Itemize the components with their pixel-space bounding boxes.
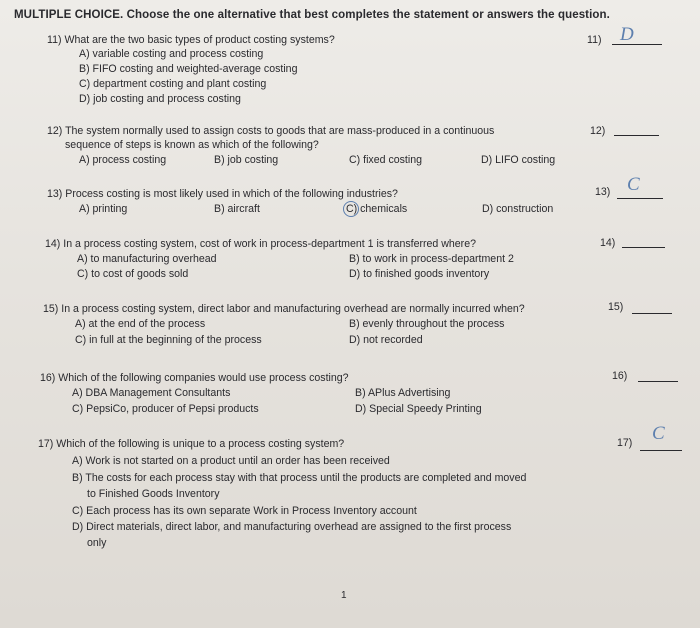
option-b: B) to work in process-department 2 [349,253,514,265]
option-a: A) process costing [79,154,167,166]
section-header: MULTIPLE CHOICE. Choose the one alternative that best completes the statement or answers the question. [14,9,610,21]
question-number: 13) [595,186,611,198]
page-number: 1 [341,590,347,601]
question-number: 14) [600,237,616,249]
answer-blank [632,313,672,314]
option-c: C) PepsiCo, producer of Pepsi products [72,403,259,415]
option-b: B) evenly throughout the process [349,318,505,330]
option-c: C) fixed costing [349,154,423,166]
option-b-cont: to Finished Goods Inventory [87,488,220,500]
question-stem: 17) Which of the following is unique to a process costing system? [38,438,345,450]
option-c: C) to cost of goods sold [77,268,189,280]
option-a: A) DBA Management Consultants [72,387,231,399]
option-a: A) printing [79,203,128,215]
option-a: A) Work is not started on a product until an order has been received [72,455,390,467]
question-number: 15) [608,301,624,313]
option-d: D) LIFO costing [481,154,556,166]
question-number: 17) [617,437,633,449]
option-a: A) to manufacturing overhead [77,253,217,265]
option-c: C) Each process has its own separate Work in Process Inventory account [72,505,417,517]
option-d: D) to finished goods inventory [349,268,490,280]
question-number: 16) [612,370,628,382]
handwritten-answer: C [627,174,640,195]
question-stem: 11) What are the two basic types of product costing systems? [47,34,335,46]
option-d: D) job costing and process costing [79,93,241,105]
question-stem-cont: sequence of steps is known as which of the following? [65,139,319,151]
option-b: B) APlus Advertising [355,387,451,399]
option-c: C) chemicals [346,203,408,215]
option-b: B) The costs for each process stay with that process until the products are completed and moved [72,472,527,484]
question-stem: 13) Process costing is most likely used in which of the following industries? [47,188,398,200]
option-c: C) in full at the beginning of the process [75,334,262,346]
question-stem: 15) In a process costing system, direct labor and manufacturing overhead are normally incurred when? [43,303,525,315]
answer-blank [622,247,665,248]
question-stem: 12) The system normally used to assign costs to goods that are mass-produced in a continuous [47,125,495,137]
question-stem: 16) Which of the following companies would use process costing? [40,372,349,384]
option-d-cont: only [87,537,107,549]
option-d: D) Special Speedy Printing [355,403,482,415]
answer-blank [640,450,682,451]
answer-blank [614,135,659,136]
option-a: A) variable costing and process costing [79,48,264,60]
option-d: D) not recorded [349,334,423,346]
option-a: A) at the end of the process [75,318,206,330]
option-b: B) FIFO costing and weighted-average costing [79,63,298,75]
option-b: B) job costing [214,154,279,166]
answer-blank [617,198,663,199]
question-number: 12) [590,125,606,137]
option-c: C) department costing and plant costing [79,78,267,90]
question-stem: 14) In a process costing system, cost of work in process-department 1 is transferred where? [45,238,476,250]
option-b: B) aircraft [214,203,260,215]
handwritten-answer: C [652,423,665,444]
handwritten-answer: D [620,24,634,45]
option-d: D) construction [482,203,554,215]
question-number: 11) [587,34,602,46]
answer-blank [638,381,678,382]
option-d: D) Direct materials, direct labor, and manufacturing overhead are assigned to the first process [72,521,512,533]
